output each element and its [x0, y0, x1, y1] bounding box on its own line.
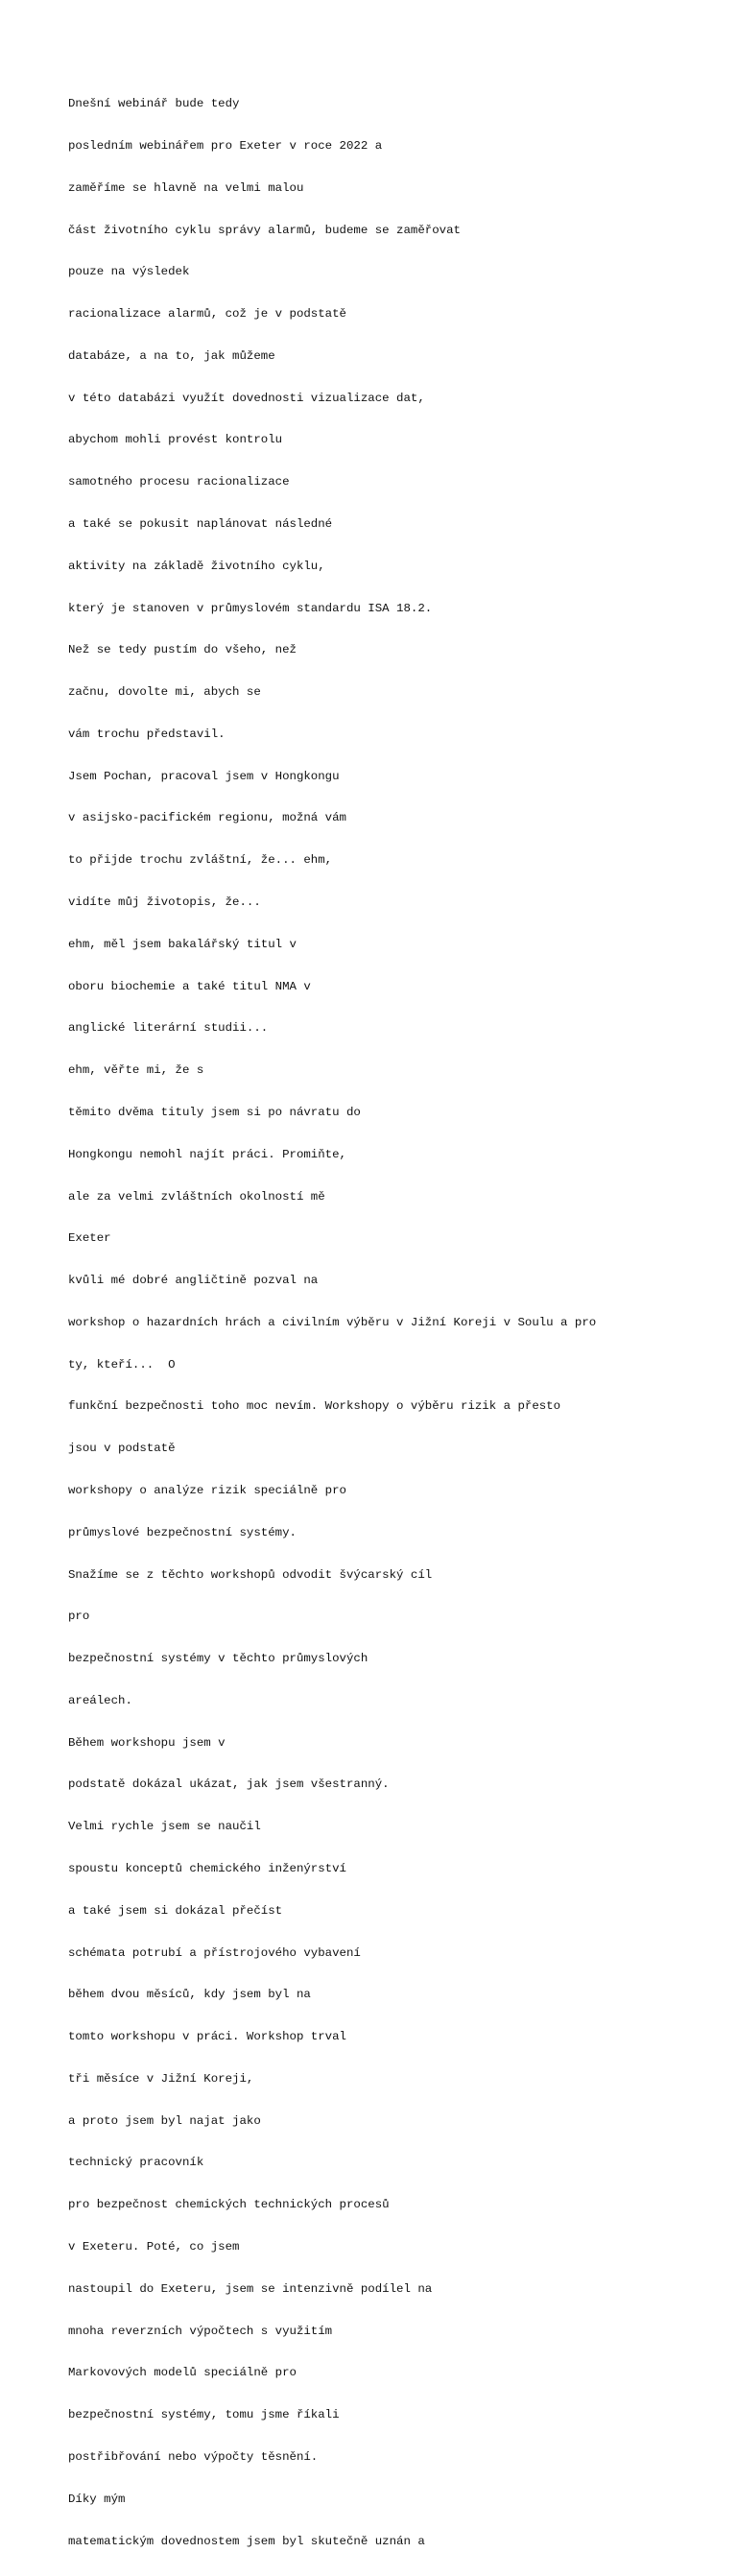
- text-line: kvůli mé dobré angličtině pozval na: [68, 1274, 319, 1288]
- text-line: abychom mohli provést kontrolu: [68, 433, 283, 447]
- text-line: databáze, a na to, jak můžeme: [68, 348, 275, 363]
- text-line: ehm, měl jsem bakalářský titul v: [68, 937, 297, 951]
- text-line: Během workshopu jsem v: [68, 1735, 226, 1750]
- text-line: v Exeteru. Poté, co jsem: [68, 2240, 240, 2254]
- text-line: racionalizace alarmů, což je v podstatě: [68, 307, 346, 322]
- text-line: Jsem Pochan, pracoval jsem v Hongkongu: [68, 769, 340, 783]
- text-line: schémata potrubí a přístrojového vybavení: [68, 1945, 361, 1960]
- text-line: těmito dvěma tituly jsem si po návratu do: [68, 1105, 361, 1119]
- transcript-text: [68, 69, 721, 2576]
- text-line: matematickým dovednostem jsem byl skutečně uznán a: [68, 2534, 425, 2548]
- text-line: část životního cyklu správy alarmů, budeme se zaměřovat: [68, 223, 461, 237]
- text-line: Exeter: [68, 1231, 111, 1246]
- text-line: anglické literární studii...: [68, 1021, 269, 1036]
- text-line: Hongkongu nemohl najít práci. Promiňte,: [68, 1147, 346, 1161]
- text-line: a také se pokusit naplánovat následné: [68, 517, 333, 531]
- text-line: pro bezpečnost chemických technických procesů: [68, 2198, 390, 2212]
- text-line: oboru biochemie a také titul NMA v: [68, 979, 311, 993]
- text-line: funkční bezpečnosti toho moc nevím. Workshopy o výběru rizik a přesto: [68, 1399, 561, 1414]
- text-line: v asijsko-pacifickém regionu, možná vám: [68, 811, 346, 825]
- text-line: Markovových modelů speciálně pro: [68, 2366, 297, 2380]
- text-line: ale za velmi zvláštních okolností mě: [68, 1189, 325, 1204]
- text-line: bezpečnostní systémy v těchto průmyslových: [68, 1652, 368, 1666]
- text-line: vám trochu představil.: [68, 727, 226, 741]
- text-line: v této databázi využít dovednosti vizualizace dat,: [68, 391, 425, 405]
- text-line: posledním webinářem pro Exeter v roce 2022 a: [68, 138, 383, 153]
- text-line: ty, kteří... O: [68, 1357, 176, 1371]
- text-line: mnoha reverzních výpočtech s využitím: [68, 2324, 333, 2338]
- text-line: bezpečnostní systémy, tomu jsme říkali: [68, 2408, 340, 2422]
- text-line: který je stanoven v průmyslovém standardu ISA 18.2.: [68, 601, 433, 615]
- text-line: aktivity na základě životního cyklu,: [68, 559, 325, 573]
- text-line: průmyslové bezpečnostní systémy.: [68, 1525, 297, 1539]
- text-line: jsou v podstatě: [68, 1442, 176, 1456]
- text-line: Díky mým: [68, 2492, 126, 2506]
- text-line: podstatě dokázal ukázat, jak jsem všestranný.: [68, 1777, 390, 1792]
- text-line: pro: [68, 1610, 90, 1624]
- text-line: spoustu konceptů chemického inženýrství: [68, 1862, 346, 1875]
- text-line: pouze na výsledek: [68, 265, 190, 279]
- text-line: během dvou měsíců, kdy jsem byl na: [68, 1988, 311, 2002]
- text-line: nastoupil do Exeteru, jsem se intenzivně podílel na: [68, 2281, 433, 2296]
- text-line: začnu, dovolte mi, abych se: [68, 685, 261, 700]
- text-line: technický pracovník: [68, 2156, 204, 2170]
- text-line: samotného procesu racionalizace: [68, 475, 290, 489]
- text-line: postřibřování nebo výpočty těsnění.: [68, 2449, 319, 2464]
- text-line: to přijde trochu zvláštní, že... ehm,: [68, 853, 333, 868]
- text-line: workshopy o analýze rizik speciálně pro: [68, 1483, 346, 1497]
- text-line: Dnešní webinář bude tedy: [68, 97, 240, 111]
- text-line: areálech.: [68, 1693, 132, 1707]
- text-line: zaměříme se hlavně na velmi malou: [68, 180, 304, 195]
- text-line: vidíte můj životopis, že...: [68, 895, 261, 910]
- text-line: Velmi rychle jsem se naučil: [68, 1820, 261, 1834]
- text-line: tomto workshopu v práci. Workshop trval: [68, 2030, 346, 2044]
- text-line: workshop o hazardních hrách a civilním výběru v Jižní Koreji v Soulu a pro: [68, 1315, 597, 1329]
- text-line: ehm, věřte mi, že s: [68, 1063, 204, 1078]
- text-line: Než se tedy pustím do všeho, než: [68, 643, 297, 657]
- text-line: a také jsem si dokázal přečíst: [68, 1903, 283, 1918]
- text-line: tři měsíce v Jižní Koreji,: [68, 2071, 254, 2086]
- text-line: Snažíme se z těchto workshopů odvodit švýcarský cíl: [68, 1567, 433, 1582]
- text-line: a proto jsem byl najat jako: [68, 2113, 261, 2128]
